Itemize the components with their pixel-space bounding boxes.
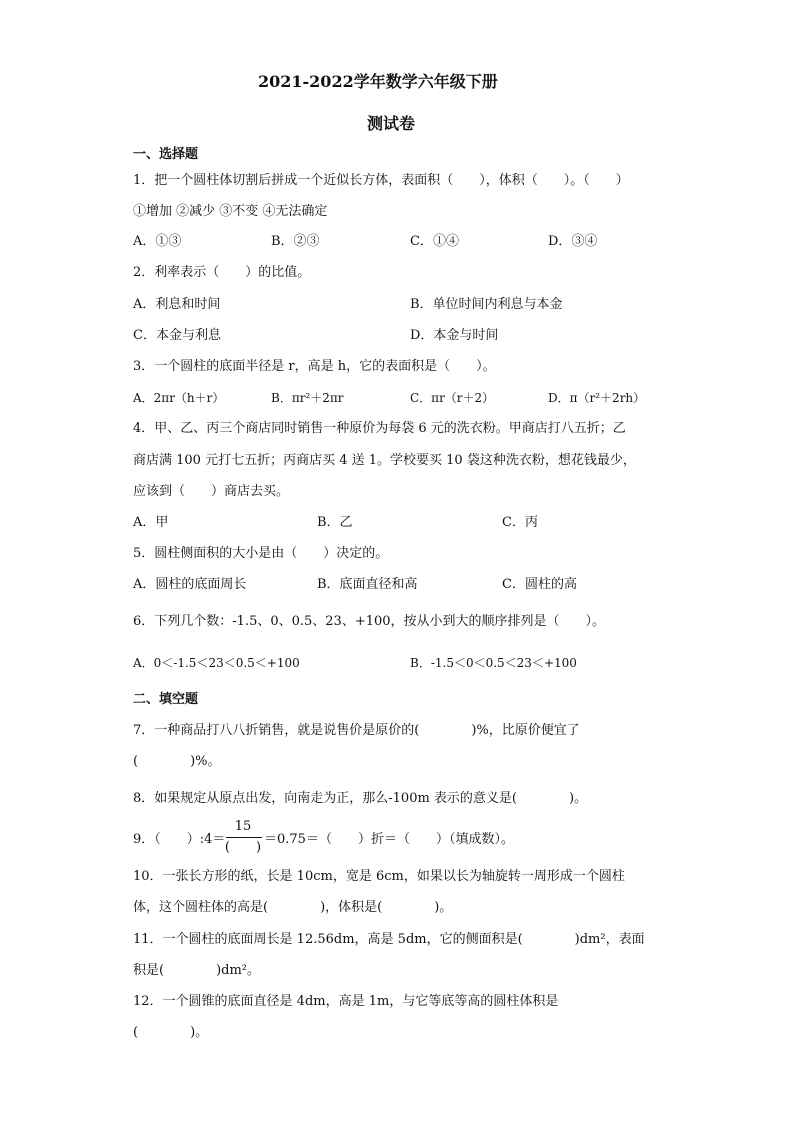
- question-10-line-1: 10．一张长方形的纸，长是 10cm，宽是 6cm，如果以长为轴旋转一周形成一个圆柱: [133, 869, 625, 884]
- question-12-line-2: ( )。: [133, 1025, 209, 1040]
- question-9-fraction-numerator: 15: [234, 819, 252, 834]
- question-3-option-c: C．πr（r＋2）: [410, 391, 495, 405]
- question-4-line-2: 商店满 100 元打七五折；丙商店买 4 送 1。学校要买 10 袋这种洗衣粉，想花钱最少，: [133, 453, 636, 468]
- question-9-fraction-denominator: ( ): [224, 840, 262, 855]
- question-2-option-d: D．本金与时间: [410, 328, 499, 343]
- page-subtitle: 测试卷: [367, 114, 416, 133]
- question-6-stem: 6．下列几个数：-1.5、0、0.5、23、+100，按从小到大的顺序排列是（ ）。: [133, 614, 606, 629]
- question-12-line-1: 12．一个圆锥的底面直径是 4dm，高是 1m，与它等底等高的圆柱体积是: [133, 994, 559, 1009]
- question-1-option-c: C．①④: [410, 234, 459, 249]
- question-8-stem: 8．如果规定从原点出发，向南走为正，那么-100m 表示的意义是( )。: [133, 791, 588, 806]
- question-2-stem: 2．利率表示（ ）的比值。: [133, 265, 311, 280]
- question-3-option-b: B．πr²＋2πr: [271, 391, 344, 405]
- question-2-option-a: A．利息和时间: [133, 297, 221, 312]
- question-9-prefix: 9．（ ）:4＝: [133, 832, 226, 847]
- question-3-option-a: A．2πr（h＋r）: [133, 391, 225, 405]
- page-title: 2021-2022学年数学六年级下册: [258, 72, 498, 91]
- question-1-options-line: ①增加 ②减少 ③不变 ④无法确定: [133, 204, 328, 219]
- question-2-option-b: B．单位时间内利息与本金: [410, 297, 563, 312]
- section-heading-choice: 一、选择题: [133, 147, 199, 162]
- question-1-option-b: B．②③: [271, 234, 320, 249]
- question-6-option-b: B．-1.5＜0＜0.5＜23＜+100: [410, 656, 577, 670]
- question-3-option-d: D．π（r²＋2rh）: [548, 391, 646, 405]
- question-7-line-2: ( )%。: [133, 754, 221, 769]
- question-4-line-1: 4．甲、乙、丙三个商店同时销售一种原价为每袋 6 元的洗衣粉。甲商店打八五折；乙: [133, 421, 626, 436]
- question-9-fraction-bar: [226, 837, 262, 838]
- question-6-option-a: A．0＜-1.5＜23＜0.5＜+100: [133, 656, 300, 670]
- question-11-line-2: 积是( )dm²。: [133, 963, 261, 978]
- question-5-option-a: A．圆柱的底面周长: [133, 577, 247, 592]
- question-3-stem: 3．一个圆柱的底面半径是 r，高是 h，它的表面积是（ ）。: [133, 359, 496, 374]
- question-11-line-1: 11．一个圆柱的底面周长是 12.56dm，高是 5dm，它的侧面积是( )dm²，表面: [133, 932, 645, 947]
- section-heading-fill-blank: 二、填空题: [133, 692, 199, 707]
- question-2-option-c: C．本金与利息: [133, 328, 221, 343]
- question-1-stem: 1．把一个圆柱体切割后拼成一个近似长方体，表面积（ ），体积（ ）。（ ）: [133, 173, 629, 188]
- question-7-line-1: 7．一种商品打八八折销售，就是说售价是原价的( )%，比原价便宜了: [133, 723, 580, 738]
- question-5-stem: 5．圆柱侧面积的大小是由（ ）决定的。: [133, 546, 389, 561]
- question-4-option-a: A．甲: [133, 515, 169, 530]
- question-5-option-b: B．底面直径和高: [317, 577, 418, 592]
- question-1-option-a: A．①③: [133, 234, 182, 249]
- question-1-option-d: D．③④: [548, 234, 598, 249]
- question-5-option-c: C．圆柱的高: [502, 577, 577, 592]
- question-9-suffix: ＝0.75＝（ ）折＝（ ）（填成数）。: [264, 832, 514, 847]
- question-4-option-c: C．丙: [502, 515, 538, 530]
- question-4-line-3: 应该到（ ）商店去买。: [133, 484, 290, 499]
- question-4-option-b: B．乙: [317, 515, 353, 530]
- question-10-line-2: 体，这个圆柱体的高是( )，体积是( )。: [133, 900, 453, 915]
